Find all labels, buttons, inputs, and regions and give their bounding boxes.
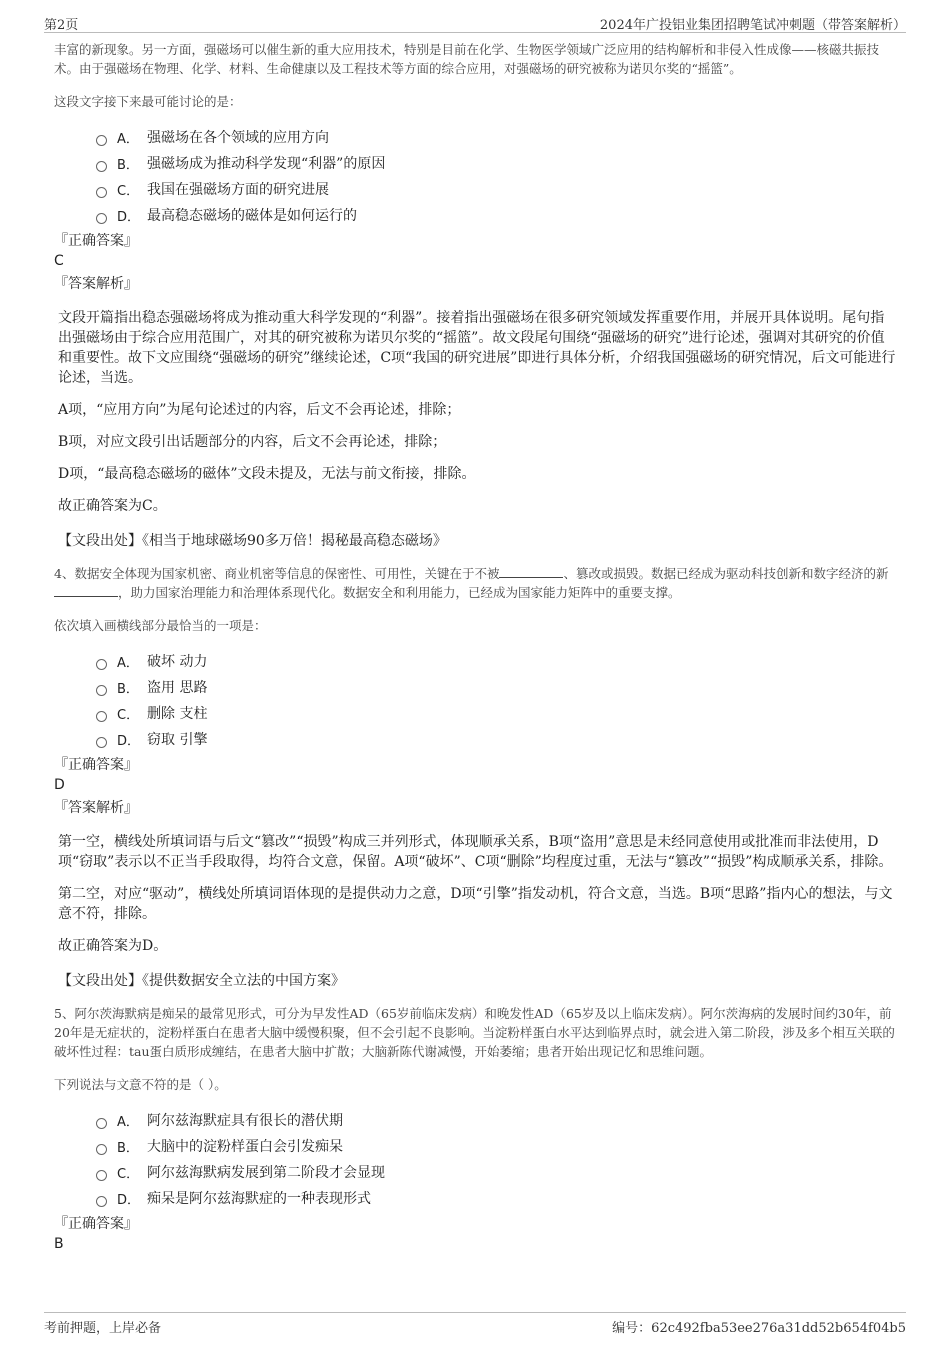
options-list [96, 124, 898, 228]
options-list [96, 648, 898, 752]
footer-slogan: 考前押题，上岸必备 [44, 1321, 162, 1336]
question-prompt: 依次填入画横线部分最恰当的一项是： [54, 618, 267, 633]
question-prompt: 这段文字接下来最可能讨论的是： [54, 94, 242, 109]
source-citation: 【文段出处】《提供数据安全立法的中国方案》 [58, 973, 345, 989]
analysis-paragraph: B项，对应文段引出话题部分的内容，后文不会再论述，排除； [58, 434, 447, 450]
analysis-label: 『答案解析』 [54, 800, 138, 816]
analysis-paragraph: 第二空，对应“驱动”，横线处所填词语体现的是提供动力之意，D项“引擎”指发动机，符合文意，当选。B项“思路”指内心的想法，与文意不符，排除。 [58, 886, 893, 922]
question-prompt: 下列说法与文意不符的是（ ）。 [54, 1077, 227, 1092]
page-footer [44, 1312, 906, 1337]
radio-icon[interactable] [96, 685, 107, 696]
option-a[interactable]: A． 阿尔兹海默症具有很长的潜伏期 [96, 1107, 898, 1133]
radio-icon[interactable] [96, 187, 107, 198]
document-title: 2024年广投铝业集团招聘笔试冲刺题（带答案解析） [599, 18, 906, 33]
answer-label: 『正确答案』 [54, 1216, 138, 1232]
option-b[interactable]: B． 盗用 思路 [96, 674, 898, 700]
option-b[interactable]: B． 强磁场成为推动科学发现“利器”的原因 [96, 150, 898, 176]
options-list [96, 1107, 898, 1211]
answer-value: C [54, 253, 64, 269]
source-citation: 【文段出处】《相当于地球磁场90多万倍！揭秘最高稳态磁场》 [58, 533, 447, 549]
option-c[interactable]: C． 删除 支柱 [96, 700, 898, 726]
document-code: 编号：62c492fba53ee276a31dd52b654f04b5 [612, 1321, 906, 1336]
option-b[interactable]: B． 大脑中的淀粉样蛋白会引发痴呆 [96, 1133, 898, 1159]
option-d[interactable]: D． 最高稳态磁场的磁体是如何运行的 [96, 202, 898, 228]
option-c[interactable]: C． 阿尔兹海默病发展到第二阶段才会显现 [96, 1159, 898, 1185]
analysis-paragraph: D项，“最高稳态磁场的磁体”文段未提及，无法与前文衔接，排除。 [58, 466, 476, 482]
radio-icon[interactable] [96, 135, 107, 146]
page-header [44, 10, 906, 33]
question-stem: 4、数据安全体现为国家机密、商业机密等信息的保密性、可用性，关键在于不被 、篡改或损毁。数据已经成为驱动科技创新和数字经济的新，助力国家治理能力和治理体系现代化。数据安全和利用能力，已经成为国家能力矩阵中的重要支撑。 [54, 566, 889, 600]
option-a[interactable]: A． 强磁场在各个领域的应用方向 [96, 124, 898, 150]
analysis-conclusion: 故正确答案为C。 [58, 498, 167, 514]
option-d[interactable]: D． 痴呆是阿尔兹海默症的一种表现形式 [96, 1185, 898, 1211]
option-a[interactable]: A． 破坏 动力 [96, 648, 898, 674]
option-c[interactable]: C． 我国在强磁场方面的研究进展 [96, 176, 898, 202]
radio-icon[interactable] [96, 659, 107, 670]
radio-icon[interactable] [96, 1118, 107, 1129]
analysis-label: 『答案解析』 [54, 276, 138, 292]
question-stem: 5、阿尔茨海默病是痴呆的最常见形式，可分为早发性AD（65岁前临床发病）和晚发性AD（65岁及以上临床发病）。阿尔茨海病的发展时间约30年，前20年是无症状的，淀粉样蛋白在患者大脑中缓慢积聚，但不会引起不良影响。当淀粉样蛋白水平达到临界点时，就会进入第二阶段，涉及多个相互关联的破坏性过程：tau蛋白质形成缠结，在患者大脑中扩散；大脑新陈代谢减慢，开始萎缩；患者开始出现记忆和思维问题。 [54, 1006, 895, 1059]
analysis-paragraph: 第一空，横线处所填词语与后文“篡改”“损毁”构成三并列形式，体现顺承关系，B项“盗用”意思是未经同意使用或批准而非法使用，D项“窃取”表示以不正当手段取得，均符合文意，保留。A项“破坏”、C项“删除”均程度过重，无法与“篡改”“损毁”构成顺承关系，排除。 [58, 834, 893, 870]
page-number: 第2页 [44, 18, 79, 33]
answer-value: D [54, 777, 65, 793]
radio-icon[interactable] [96, 1196, 107, 1207]
radio-icon[interactable] [96, 711, 107, 722]
analysis-conclusion: 故正确答案为D。 [58, 938, 168, 954]
radio-icon[interactable] [96, 737, 107, 748]
radio-icon[interactable] [96, 1170, 107, 1181]
radio-icon[interactable] [96, 1144, 107, 1155]
option-d[interactable]: D． 窃取 引擎 [96, 726, 898, 752]
page-content [54, 40, 898, 1254]
passage-text: 丰富的新现象。另一方面，强磁场可以催生新的重大应用技术，特别是目前在化学、生物医学领域广泛应用的结构解析和非侵入性成像——核磁共振技术。由于强磁场在物理、化学、材料、生命健康以及工程技术等方面的综合应用，对强磁场的研究被称为诺贝尔奖的“摇篮”。 [54, 42, 880, 76]
question-4 [54, 564, 898, 990]
fill-blank [54, 584, 118, 597]
answer-value: B [54, 1236, 64, 1252]
fill-blank [499, 565, 563, 578]
answer-label: 『正确答案』 [54, 233, 138, 249]
analysis-paragraph: 文段开篇指出稳态强磁场将成为推动重大科学发现的“利器”。接着指出强磁场在很多研究领域发挥重要作用，并展开具体说明。尾句指出强磁场由于综合应用范围广，对其的研究被称为诺贝尔奖的“摇篮”。故文段尾句围绕“强磁场的研究”进行论述，强调对其研究的价值和重要性。故下文应围绕“强磁场的研究”继续论述，C项“我国的研究进展”即进行具体分析，介绍我国强磁场的研究情况，后文可能进行论述，当选。 [58, 310, 896, 386]
answer-label: 『正确答案』 [54, 757, 138, 773]
question-3 [54, 40, 898, 550]
radio-icon[interactable] [96, 213, 107, 224]
analysis-paragraph: A项，“应用方向”为尾句论述过的内容，后文不会再论述，排除； [58, 402, 461, 418]
radio-icon[interactable] [96, 161, 107, 172]
question-5 [54, 1004, 898, 1254]
